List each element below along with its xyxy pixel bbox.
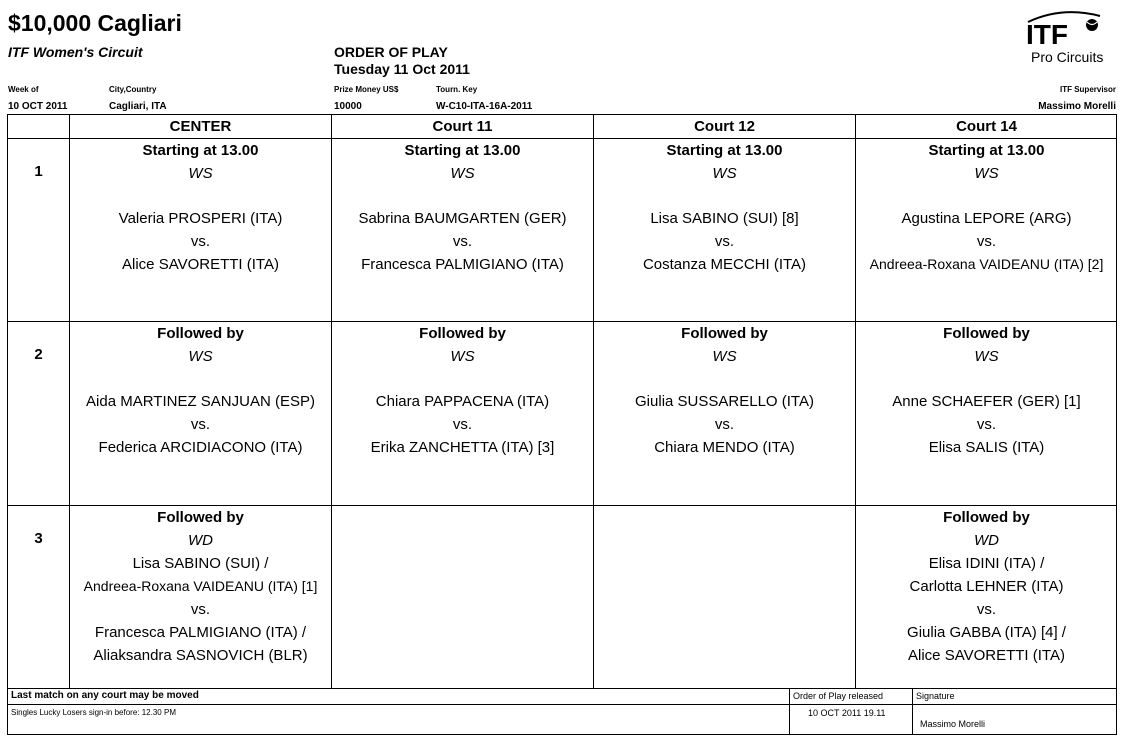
footer-box xyxy=(7,689,1117,735)
court-header-court-12: Court 12 xyxy=(594,115,856,139)
empty-slot xyxy=(594,506,856,689)
player-line: Erika ZANCHETTA (ITA) [3] xyxy=(370,439,555,456)
itf-pro-circuits-logo xyxy=(1022,8,1122,68)
player-line: Giulia SUSSARELLO (ITA) xyxy=(635,393,814,410)
player-line: Chiara PAPPACENA (ITA) xyxy=(375,393,550,410)
player-line: Costanza MECCHI (ITA) xyxy=(642,256,807,273)
slot-time: Followed by xyxy=(943,325,1030,342)
versus-label: vs. xyxy=(190,416,211,433)
circuit-name: ITF Women's Circuit xyxy=(8,44,143,60)
player-line: Francesca PALMIGIANO (ITA) xyxy=(361,256,564,273)
player-line: Chiara MENDO (ITA) xyxy=(654,439,795,456)
week-value: 10 OCT 2011 xyxy=(8,101,68,112)
released-value: 10 OCT 2011 19.11 xyxy=(808,708,886,718)
player-line: Aida MARTINEZ SANJUAN (ESP) xyxy=(86,393,315,410)
prize-value: 10000 xyxy=(334,101,362,112)
released-label: Order of Play released xyxy=(793,691,884,701)
slot-time: Starting at 13.00 xyxy=(928,142,1045,159)
prize-label: Prize Money US$ xyxy=(334,85,399,94)
versus-label: vs. xyxy=(714,416,735,433)
row-number: 1 xyxy=(8,139,70,322)
court-header-court-11: Court 11 xyxy=(332,115,594,139)
logo-pro-circuits-text: Pro Circuits xyxy=(1031,49,1104,65)
slot-time: Followed by xyxy=(157,325,244,342)
versus-label: vs. xyxy=(452,416,473,433)
slot-time: Followed by xyxy=(157,509,244,526)
signature-value: Massimo Morelli xyxy=(920,719,986,729)
event-code: WS xyxy=(450,348,475,365)
slot-time: Starting at 13.00 xyxy=(666,142,783,159)
match-slot xyxy=(70,139,332,322)
match-slot xyxy=(70,322,332,506)
player-line: Lisa SABINO (SUI) [8] xyxy=(650,210,799,227)
footer-note-moved: Last match on any court may be moved xyxy=(11,690,199,701)
event-code: WS xyxy=(712,348,737,365)
event-code: WS xyxy=(974,165,999,182)
player-line: Elisa IDINI (ITA) / xyxy=(928,555,1045,572)
order-of-play-grid xyxy=(7,114,1117,689)
footer-note-lucky-losers: Singles Lucky Losers sign-in before: 12.30 PM xyxy=(11,708,176,717)
tournament-key-value: W-C10-ITA-16A-2011 xyxy=(436,101,533,112)
player-line: Federica ARCIDIACONO (ITA) xyxy=(98,439,303,456)
corner-cell xyxy=(8,115,70,139)
slot-time: Followed by xyxy=(681,325,768,342)
city-label: City,Country xyxy=(109,85,157,94)
signature-label: Signature xyxy=(916,691,955,701)
versus-label: vs. xyxy=(714,233,735,250)
order-of-play-heading: ORDER OF PLAY xyxy=(334,44,448,60)
event-code: WS xyxy=(974,348,999,365)
player-line: Giulia GABBA (ITA) [4] / xyxy=(907,624,1066,641)
event-code: WS xyxy=(188,165,213,182)
footer-divider xyxy=(8,704,1116,705)
player-line: Lisa SABINO (SUI) / xyxy=(132,555,269,572)
player-line: Agustina LEPORE (ARG) xyxy=(901,210,1072,227)
supervisor-label: ITF Supervisor xyxy=(1059,85,1116,94)
event-code: WS xyxy=(450,165,475,182)
match-slot xyxy=(856,506,1117,689)
tournament-title: $10,000 Cagliari xyxy=(8,10,182,36)
match-slot xyxy=(594,139,856,322)
match-slot xyxy=(332,139,594,322)
event-code: WD xyxy=(188,532,213,549)
versus-label: vs. xyxy=(976,601,997,618)
court-header-court-14: Court 14 xyxy=(856,115,1117,139)
player-line: Aliaksandra SASNOVICH (BLR) xyxy=(93,647,308,664)
versus-label: vs. xyxy=(190,601,211,618)
player-line: Carlotta LEHNER (ITA) xyxy=(909,578,1064,595)
player-line: Francesca PALMIGIANO (ITA) / xyxy=(94,624,307,641)
tournament-key-label: Tourn. Key xyxy=(436,85,478,94)
city-value: Cagliari, ITA xyxy=(109,101,167,112)
player-line: Andreea-Roxana VAIDEANU (ITA) [2] xyxy=(869,256,1104,272)
versus-label: vs. xyxy=(190,233,211,250)
player-line: Sabrina BAUMGARTEN (GER) xyxy=(358,210,567,227)
row-number: 3 xyxy=(8,506,70,689)
slot-time: Followed by xyxy=(419,325,506,342)
play-date: Tuesday 11 Oct 2011 xyxy=(334,61,470,77)
slot-time: Followed by xyxy=(943,509,1030,526)
player-line: Elisa SALIS (ITA) xyxy=(928,439,1045,456)
slot-time: Starting at 13.00 xyxy=(142,142,259,159)
player-line: Anne SCHAEFER (GER) [1] xyxy=(892,393,1081,410)
match-slot xyxy=(332,322,594,506)
match-slot xyxy=(856,322,1117,506)
week-label: Week of xyxy=(8,85,39,94)
event-code: WD xyxy=(974,532,999,549)
versus-label: vs. xyxy=(976,233,997,250)
versus-label: vs. xyxy=(976,416,997,433)
player-line: Valeria PROSPERI (ITA) xyxy=(118,210,283,227)
versus-label: vs. xyxy=(452,233,473,250)
court-header-center: CENTER xyxy=(70,115,332,139)
match-slot xyxy=(594,322,856,506)
logo-itf-text: ITF xyxy=(1026,19,1068,50)
player-line: Andreea-Roxana VAIDEANU (ITA) [1] xyxy=(83,578,318,594)
row-number: 2 xyxy=(8,322,70,506)
match-slot xyxy=(856,139,1117,322)
event-code: WS xyxy=(188,348,213,365)
footer-divider xyxy=(912,689,913,734)
player-line: Alice SAVORETTI (ITA) xyxy=(908,647,1065,664)
player-line: Alice SAVORETTI (ITA) xyxy=(122,256,279,273)
event-code: WS xyxy=(712,165,737,182)
supervisor-value: Massimo Morelli xyxy=(1038,101,1116,112)
match-slot xyxy=(70,506,332,689)
slot-time: Starting at 13.00 xyxy=(404,142,521,159)
empty-slot xyxy=(332,506,594,689)
footer-divider xyxy=(789,689,790,734)
itf-logo-mark xyxy=(1022,8,1122,68)
